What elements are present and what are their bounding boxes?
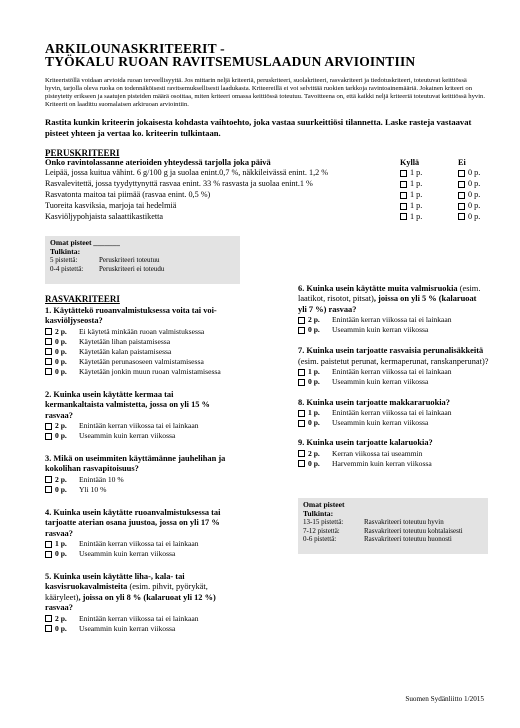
option-label: Useammin kuin kerran viikossa <box>79 549 176 559</box>
document-title-line1: ARKILOUNASKRITEERIT - <box>45 41 225 56</box>
interpretation-line: 0-6 pistettä: Rasvakriteeri toteutuu huonosti <box>303 535 452 544</box>
points-label: 0 p. <box>55 336 67 346</box>
checkbox[interactable] <box>458 192 465 199</box>
question-text: kermankaltaista valmistetta, jossa on yli 15 % <box>45 400 210 410</box>
question-block <box>298 346 513 387</box>
option-label: Useammin kuin kerran viikossa <box>79 623 176 633</box>
instruction-paragraph: Rastita kunkin kriteerin jokaisesta kohdasta vaihtoehto, joka vastaa suurkeittiösi tilannetta. Laske rasteja vastaavat pisteet yhteen ja vertaa ko. kriteerin tulkintaan. <box>45 117 472 138</box>
question-text: 5. Kuinka usein käytätte liha-, kala- tai <box>45 572 185 582</box>
option-label: Enintään kerran viikossa tai ei lainkaan <box>79 539 199 549</box>
criterion-row <box>45 168 505 179</box>
checkbox[interactable] <box>400 181 407 188</box>
points-label: 2 p. <box>55 421 67 431</box>
criterion-row <box>45 212 505 223</box>
points-label: 1 p. <box>55 539 67 549</box>
score-box-title: Omat pisteet <box>303 500 345 509</box>
points-label: 0 p. <box>468 211 481 221</box>
points-label: 1 p. <box>410 211 423 221</box>
question-text: rasvaa? <box>45 603 73 613</box>
answer-option[interactable] <box>45 475 285 485</box>
question-text: rasvaa? <box>45 528 73 538</box>
answer-option[interactable] <box>45 624 285 634</box>
tulkinta-label: Tulkinta: <box>50 246 81 256</box>
rasvakriteeri-heading: RASVAKRITEERI <box>45 294 120 304</box>
question-text: 3. Mikä on useimmiten käyttämänne jauhelihan ja <box>45 454 226 464</box>
checkbox[interactable] <box>45 348 52 355</box>
points-label: 2 p. <box>55 474 67 484</box>
checkbox[interactable] <box>45 551 52 558</box>
no-option[interactable] <box>458 179 480 190</box>
peruskriteeri-section <box>45 158 505 222</box>
answer-option[interactable] <box>45 431 285 441</box>
answer-option[interactable] <box>298 408 513 418</box>
checkbox[interactable] <box>458 181 465 188</box>
question-block <box>45 454 285 495</box>
points-label: 1 p. <box>410 200 423 210</box>
question-text: 6. Kuinka usein käytätte muita valmisruokia (esim. <box>298 284 481 293</box>
question-text: 8. Kuinka usein tarjoatte makkararuokia? <box>298 398 450 408</box>
question-text: kasviöljyseosta? <box>45 316 103 326</box>
points-label: 1 p. <box>410 168 423 178</box>
points-label: 2 p. <box>308 448 320 458</box>
points-label: 0 p. <box>55 356 67 366</box>
points-label: 0 p. <box>55 366 67 376</box>
option-label: Enintään kerran viikossa tai ei lainkaan <box>79 421 199 431</box>
answer-option[interactable] <box>298 325 513 335</box>
criterion-row <box>45 201 505 212</box>
tulkinta-label: Tulkinta: <box>303 508 334 518</box>
checkbox[interactable] <box>298 410 305 417</box>
peruskriteeri-heading: PERUSKRITEERI <box>45 148 120 158</box>
question-block <box>298 438 513 468</box>
peruskriteeri-score-box <box>45 236 240 284</box>
checkbox[interactable] <box>298 450 305 457</box>
interpretation-line: 7-12 pistettä: Rasvakriteeri toteutuu kohtalaisesti <box>303 526 463 535</box>
option-label: Enintään kerran viikossa tai ei lainkaan <box>332 408 452 418</box>
points-label: 0 p. <box>55 623 67 633</box>
yes-option[interactable] <box>400 212 458 223</box>
points-label: 2 p. <box>55 613 67 623</box>
checkbox[interactable] <box>458 203 465 210</box>
points-label: 1 p. <box>308 367 320 377</box>
interpretation-line: 5 pistettä: Peruskriteeri toteutuu <box>50 256 160 265</box>
criterion-label: Kasviöljypohjaista salaattikastiketta <box>45 211 164 221</box>
interpretation-line: 13-15 pistettä: Rasvakriteeri toteutuu hyvin <box>303 518 444 527</box>
checkbox[interactable] <box>45 625 52 632</box>
points-label: 2 p. <box>55 326 67 336</box>
checkbox[interactable] <box>45 615 52 622</box>
option-label: Kerran viikossa tai useammin <box>332 448 423 458</box>
option-label: Yli 10 % <box>79 484 107 494</box>
no-option[interactable] <box>458 168 480 179</box>
answer-option[interactable] <box>45 614 285 624</box>
option-label: Useammin kuin kerran viikossa <box>332 377 429 387</box>
yes-option[interactable] <box>400 168 458 179</box>
question-text: kasvisruokavalmisteita (esim. pihvit, pyörykät, <box>45 582 208 592</box>
option-label: Harvemmin kuin kerran viikossa <box>332 458 432 468</box>
score-blank-line[interactable]: _______ <box>93 238 120 247</box>
criterion-label: Leipää, jossa kuitua vähint. 6 g/100 g ja suolaa enint.0,7 %, näkkileivässä enint. 1,2 % <box>45 168 329 178</box>
checkbox[interactable] <box>298 460 305 467</box>
checkbox[interactable] <box>400 203 407 210</box>
points-label: 0 p. <box>468 168 481 178</box>
option-label: Enintään kerran viikossa tai ei lainkaan <box>79 613 199 623</box>
question-text: yli 7 %) rasvaa? <box>298 304 357 314</box>
question-text: laatikot, risotot, pitsat), joissa on yli 5 % (kalaruoat <box>298 294 477 304</box>
answer-option[interactable] <box>45 327 285 337</box>
points-label: 0 p. <box>308 325 320 335</box>
points-label: 1 p. <box>308 408 320 418</box>
checkbox[interactable] <box>400 192 407 199</box>
answer-option[interactable] <box>45 549 285 559</box>
answer-option[interactable] <box>298 377 513 387</box>
points-label: 2 p. <box>308 315 320 325</box>
peruskriteeri-question: Onko ravintolassanne aterioiden yhteydessä tarjolla joka päivä <box>45 158 271 167</box>
option-label: Käytetään perunasoseen valmistamisessa <box>79 356 204 366</box>
checkbox[interactable] <box>45 486 52 493</box>
points-label: 0 p. <box>55 549 67 559</box>
question-text: tarjoatte aterian osana juustoa, jossa on yli 17 % <box>45 518 220 528</box>
checkbox[interactable] <box>298 379 305 386</box>
checkbox[interactable] <box>45 338 52 345</box>
answer-option[interactable] <box>45 539 285 549</box>
no-option[interactable] <box>458 212 480 223</box>
rasvakriteeri-left-column <box>45 306 285 634</box>
points-label: 0 p. <box>308 377 320 387</box>
yes-option[interactable] <box>400 179 458 190</box>
checkbox[interactable] <box>45 368 52 375</box>
column-no-header: Ei <box>458 158 466 167</box>
option-label: Useammin kuin kerran viikossa <box>79 431 176 441</box>
answer-option[interactable] <box>45 485 285 495</box>
answer-option[interactable] <box>45 357 285 367</box>
option-label: Enintään kerran viikossa tai ei lainkaan <box>332 315 452 325</box>
option-label: Käytetään lihan paistamisessa <box>79 336 171 346</box>
answer-option[interactable] <box>45 421 285 431</box>
points-label: 0 p. <box>308 418 320 428</box>
answer-option[interactable] <box>298 418 513 428</box>
question-text: 9. Kuinka usein tarjoatte kalaruokia? <box>298 438 433 448</box>
checkbox[interactable] <box>298 317 305 324</box>
answer-option[interactable] <box>298 459 513 469</box>
footer-credit: Suomen Sydänliitto 1/2015 <box>405 695 484 703</box>
checkbox[interactable] <box>298 369 305 376</box>
rasvakriteeri-score-box <box>298 498 488 554</box>
intro-paragraph: Kriteeristöllä voidaan arvioida ruoan terveellisyyttä. Jos mittarin neljä kriteeriä, peruskriteeri, suolakriteeri, rasvakriteeri ja tiedotuskriteeri, toteutuvat keittiössä hyvin, tarjolla oleva ruoka on todennäköisesti ravitsemuksellisesti laadukasta. Kriteereillä ei voi selvittää ruokien tarkkoja ravintoainemääriä. Jokainen kriteeri on pisteytetty erikseen ja saatujen pisteiden määrä osoittaa, miten kriteeri omassa keittiössä toteutuu. Tavoitteena on, että kaikki neljä kriteeriä toteutuvat keittiössä hyvin. Kriteerit on laadittu suomalaisen arkiruoan arviointiin. <box>45 77 485 109</box>
score-box-title: Omat pisteet <box>50 238 92 247</box>
question-block <box>298 284 513 335</box>
points-label: 1 p. <box>410 179 423 189</box>
option-label: Useammin kuin kerran viikossa <box>332 325 429 335</box>
question-block <box>45 306 285 377</box>
question-text: (esim. paistetut perunat, kermaperunat, ranskanperunat)? <box>298 356 489 366</box>
checkbox[interactable] <box>45 433 52 440</box>
question-text: rasvaa? <box>45 410 73 420</box>
checkbox[interactable] <box>458 170 465 177</box>
answer-option[interactable] <box>45 347 285 357</box>
option-label: Enintään 10 % <box>79 474 124 484</box>
points-label: 0 p. <box>55 431 67 441</box>
rasvakriteeri-right-column <box>298 284 513 469</box>
column-yes-header: Kyllä <box>400 158 420 167</box>
checkbox[interactable] <box>45 476 52 483</box>
criterion-row <box>45 179 505 190</box>
answer-option[interactable] <box>298 315 513 325</box>
question-text: kokolihan rasvapitoisuus? <box>45 464 139 474</box>
checkbox[interactable] <box>45 541 52 548</box>
checkbox[interactable] <box>400 213 407 220</box>
checkbox[interactable] <box>400 170 407 177</box>
points-label: 0 p. <box>55 346 67 356</box>
criterion-row <box>45 190 505 201</box>
question-text: 7. Kuinka usein tarjoatte rasvaisia perunalisäkkeitä <box>298 346 484 356</box>
option-label: Enintään kerran viikossa tai ei lainkaan <box>332 367 452 377</box>
no-option[interactable] <box>458 201 480 212</box>
checkbox[interactable] <box>45 423 52 430</box>
question-text: 1. Käytättekö ruoanvalmistuksessa voita tai voi- <box>45 306 217 315</box>
criterion-label: Rasvatonta maitoa tai piimää (rasvaa enint. 0,5 %) <box>45 190 211 199</box>
criterion-label: Tuoreita kasviksia, marjoja tai hedelmiä <box>45 200 177 210</box>
question-block <box>45 572 285 634</box>
question-block <box>45 390 285 441</box>
option-label: Käytetään jonkin muun ruoan valmistamisessa <box>79 366 221 376</box>
checkbox[interactable] <box>298 327 305 334</box>
answer-option[interactable] <box>298 367 513 377</box>
answer-option[interactable] <box>45 337 285 347</box>
question-block <box>45 508 285 559</box>
yes-option[interactable] <box>400 201 458 212</box>
answer-option[interactable] <box>45 367 285 377</box>
points-label: 0 p. <box>308 458 320 468</box>
points-label: 0 p. <box>468 200 481 210</box>
question-text: kääryleet), joissa on yli 8 % (kalaruoat yli 12 %) <box>45 592 216 602</box>
yes-option[interactable] <box>400 190 458 201</box>
interpretation-line: 0-4 pistettä: Peruskriteeri ei toteudu <box>50 264 165 273</box>
points-label: 0 p. <box>468 179 481 189</box>
checkbox[interactable] <box>45 358 52 365</box>
option-label: Ei käytetä minkään ruoan valmistuksessa <box>79 326 205 336</box>
answer-option[interactable] <box>298 449 513 459</box>
option-label: Useammin kuin kerran viikossa <box>332 418 429 428</box>
question-block <box>298 398 513 428</box>
checkbox[interactable] <box>298 420 305 427</box>
document-title-line2: TYÖKALU RUOAN RAVITSEMUSLAADUN ARVIOINTIIN <box>45 54 416 69</box>
points-label: 0 p. <box>55 484 67 494</box>
points-label: 1 p. <box>410 190 423 199</box>
question-text: 4. Kuinka usein käytätte ruoanvalmistuksessa tai <box>45 507 221 517</box>
points-label: 0 p. <box>468 190 481 199</box>
option-label: Käytetään kalan paistamisessa <box>79 346 172 356</box>
criterion-label: Rasvalevitettä, jossa tyydyttynyttä rasvaa enint. 33 % rasvasta ja suolaa enint.1 % <box>45 179 313 189</box>
checkbox[interactable] <box>45 328 52 335</box>
checkbox[interactable] <box>458 213 465 220</box>
question-text: 2. Kuinka usein käytätte kermaa tai <box>45 389 174 399</box>
no-option[interactable] <box>458 190 480 201</box>
